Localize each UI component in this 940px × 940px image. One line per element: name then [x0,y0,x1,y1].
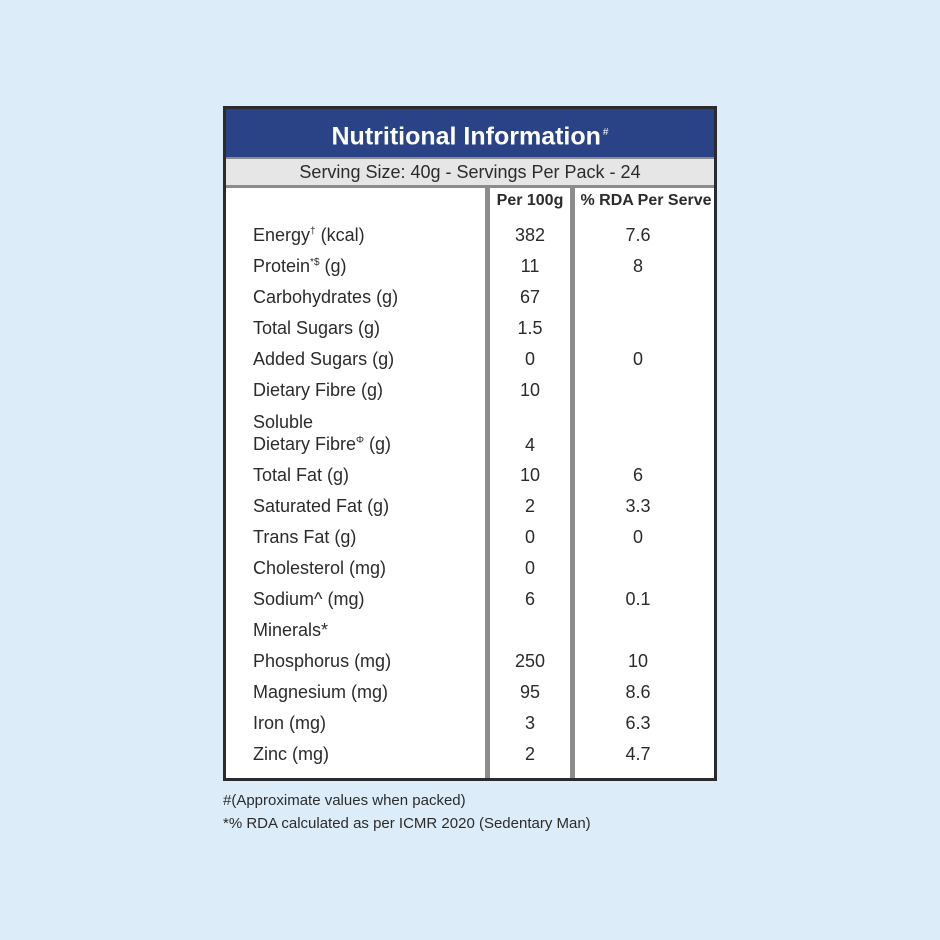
table-title [226,109,714,157]
nutrient-name-text: Total Sugars (g) [253,318,381,338]
nutrient-name [253,527,356,548]
value-per100: 2 [524,744,535,764]
nutrient-name [253,744,329,765]
nutrient-name-text: Total Fat (g) [253,465,350,485]
nutrient-name [253,256,347,277]
nutrient-row [226,287,714,311]
nutrient-row [226,225,714,249]
value-rda: 6.3 [625,713,651,733]
value-rda: 0.1 [625,589,651,609]
nutrient-row [226,682,714,706]
nutrient-name-text: Sodium^ (mg) [253,589,365,609]
title-mark: # [602,127,609,138]
value-rda: 8.6 [625,682,651,702]
nutrient-name-text: Cholesterol (mg) [253,558,387,578]
footnote-mark: † [310,226,316,237]
title-text: Nutritional Information [331,122,601,151]
nutrient-row [226,651,714,675]
value-per100: 10 [519,380,541,400]
nutrient-name-text: Protein*$ (g) [253,256,347,276]
value-per100: 382 [514,225,546,245]
value-per100: 10 [519,465,541,485]
value-rda: 4.7 [625,744,651,764]
nutrient-name-line1: Soluble [253,412,314,432]
value-per100: 0 [524,349,535,369]
nutrient-row [226,411,714,455]
nutrient-name [253,465,349,486]
nutrient-name [253,589,364,610]
nutrient-name [253,496,389,517]
nutrient-name-text: Carbohydrates (g) [253,287,399,307]
nutrient-row [226,465,714,489]
nutrient-row [226,713,714,737]
nutrient-name [253,318,380,339]
nutrient-name-text: Phosphorus (mg) [253,651,392,671]
value-per100: 2 [524,496,535,516]
nutrient-row [226,318,714,342]
nutrient-row [226,496,714,520]
footnote-mark: Φ [356,435,365,446]
nutrient-name [253,620,328,641]
value-rda: 3.3 [625,496,651,516]
value-per100: 11 [520,256,540,276]
footnote-mark: *$ [310,257,320,268]
value-per100: 0 [524,527,535,547]
nutrient-name-text: Magnesium (mg) [253,682,389,702]
value-per100: 4 [524,435,535,455]
nutrition-table [223,106,717,781]
value-per100: 250 [514,651,546,671]
nutrient-name [253,287,398,308]
value-per100: 6 [524,589,535,609]
nutrient-name-text: Zinc (mg) [253,744,329,764]
serving-info: Serving Size: 40g - Servings Per Pack - 24 [226,157,714,188]
footnote: #(Approximate values when packed) [223,792,466,809]
value-rda: 10 [627,651,649,671]
nutrient-row [226,589,714,613]
value-per100: 0 [524,558,535,578]
nutrient-name-text: Trans Fat (g) [253,527,357,547]
nutrient-name [253,558,386,579]
nutrient-row [226,349,714,373]
nutrient-name [253,411,391,455]
value-rda: 8 [632,256,643,276]
column-header-rda: % RDA Per Serve [580,192,712,209]
nutrient-name [253,380,383,401]
nutrient-name [253,349,394,370]
value-rda: 7.6 [625,225,651,245]
nutrient-name [253,225,365,246]
nutrient-row [226,558,714,582]
nutrient-row [226,527,714,551]
value-per100: 1.5 [517,318,543,338]
value-per100: 95 [519,682,541,702]
nutrient-name [253,682,388,703]
value-per100: 3 [524,713,535,733]
column-header-per100: Per 100g [496,192,564,209]
nutrient-name-text: Minerals* [253,620,329,640]
value-per100: 67 [519,287,541,307]
nutrient-name-text: Energy† (kcal) [253,225,365,245]
nutrient-name-text: Saturated Fat (g) [253,496,390,516]
nutrient-row [226,620,714,644]
nutrient-name-text: Dietary Fibre (g) [253,380,384,400]
nutrient-name [253,651,391,672]
value-rda: 0 [632,349,643,369]
nutrient-row [226,256,714,280]
value-rda: 0 [632,527,643,547]
nutrient-name-text: Dietary Fibre$^\Phi$ (g) [253,434,392,454]
nutrient-row [226,744,714,768]
nutrient-name-text: Added Sugars (g) [253,349,395,369]
nutrient-name [253,713,326,734]
value-rda: 6 [632,465,643,485]
nutrient-name-text: Iron (mg) [253,713,327,733]
nutrient-row [226,380,714,404]
footnote: *% RDA calculated as per ICMR 2020 (Sedentary Man) [223,815,591,832]
